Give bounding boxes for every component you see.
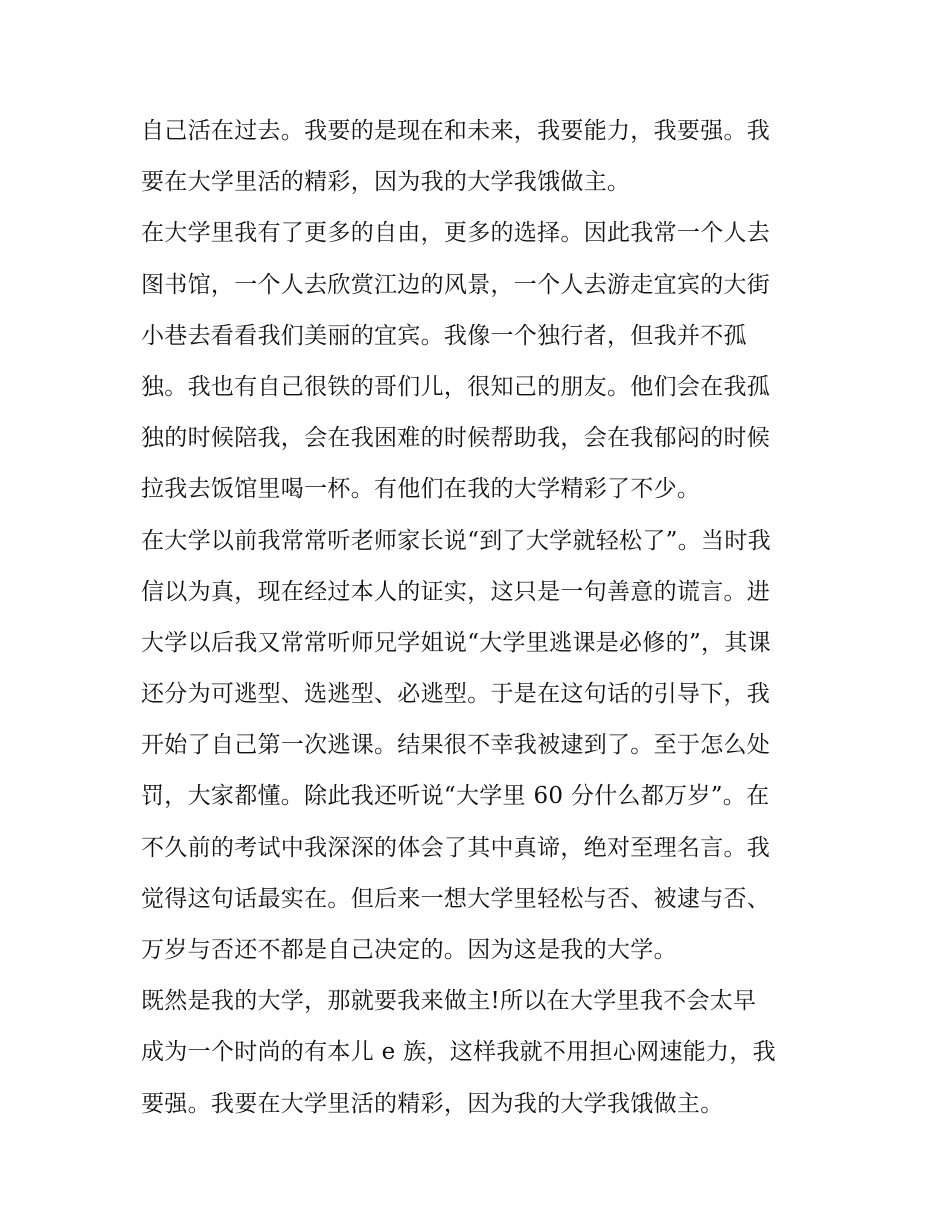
text-line: 拉我去饭馆里喝一杯。有他们在我的大学精彩了不少。 — [141, 476, 701, 503]
text-line: 还分为可逃型、选逃型、必逃型。于是在这句话的引导下，我 — [141, 681, 771, 708]
text-line: 大学以后我又常常听师兄学姐说“大学里逃课是必修的”，其课 — [141, 629, 771, 656]
text-line: 不久前的考试中我深深的体会了其中真谛，绝对至理名言。我 — [141, 834, 771, 861]
text-line: 图书馆，一个人去欣赏江边的风景，一个人去游走宜宾的大街 — [141, 271, 771, 298]
text-line: 独的时候陪我，会在我困难的时候帮助我，会在我郁闷的时候 — [141, 425, 771, 452]
text-line: 觉得这句话最实在。但后来一想大学里轻松与否、被逮与否、 — [141, 885, 771, 912]
text-line: 要强。我要在大学里活的精彩，因为我的大学我饿做主。 — [141, 1090, 724, 1117]
text-line: 万岁与否还不都是自己决定的。因为这是我的大学。 — [141, 937, 677, 963]
text-line: 小巷去看看我们美丽的宜宾。我像一个独行者，但我并不孤 — [141, 322, 747, 349]
text-line: 要在大学里活的精彩，因为我的大学我饿做主。 — [141, 169, 631, 196]
document-body — [141, 106, 821, 1130]
text-line: 信以为真，现在经过本人的证实，这只是一句善意的谎言。进 — [141, 578, 771, 605]
text-line: 开始了自己第一次逃课。结果很不幸我被逮到了。至于怎么处 — [141, 732, 771, 759]
text-line: 独。我也有自己很铁的哥们儿，很知己的朋友。他们会在我孤 — [141, 373, 771, 400]
text-line: 既然是我的大学，那就要我来做主!所以在大学里我不会太早 — [141, 988, 757, 1015]
text-line: 罚，大家都懂。除此我还听说“大学里 60 分什么都万岁”。在 — [141, 783, 770, 810]
text-line: 在大学以前我常常听老师家长说“到了大学就轻松了”。当时我 — [141, 527, 771, 554]
text-line: 成为一个时尚的有本儿 e 族，这样我就不用担心网速能力，我 — [141, 1039, 776, 1066]
text-line: 在大学里我有了更多的自由，更多的选择。因此我常一个人去 — [141, 220, 771, 247]
text-line: 自己活在过去。我要的是现在和未来，我要能力，我要强。我 — [141, 118, 771, 144]
